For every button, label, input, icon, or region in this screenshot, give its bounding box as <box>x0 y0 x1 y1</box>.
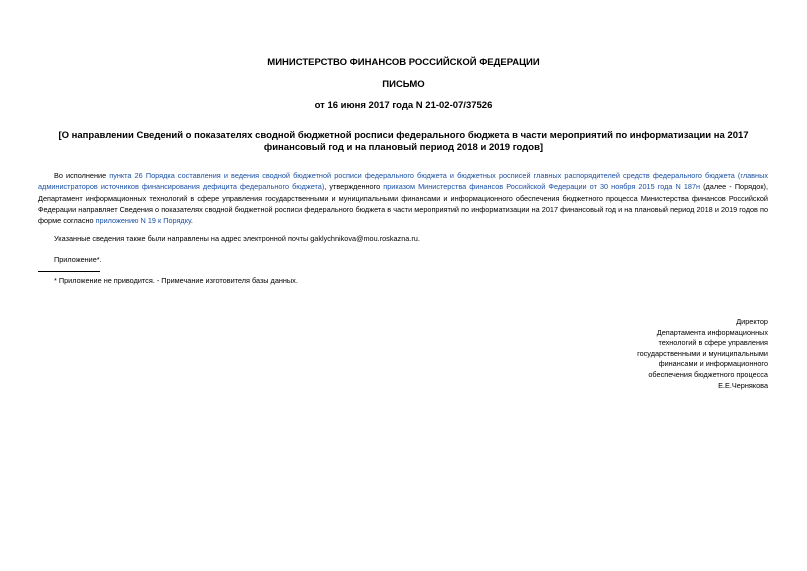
document-subject: [О направлении Сведений о показателях сводной бюджетной росписи федерального бюджета в части мероприятий по информатизации на 2017 финансовый год и на плановый период 2018 и 2019 годов] <box>58 130 749 153</box>
footnote-divider <box>38 271 100 272</box>
link-procedure-item-26[interactable]: пункта 26 Порядка составления и ведения сводной бюджетной росписи федерального бюджета и бюджетных росписей главных распорядителей средств федерального бюджета (главных администраторов источников финансирования дефицита федерального бюджета) <box>38 171 768 192</box>
paragraph-text: Во исполнение <box>54 171 110 180</box>
paragraph-text: , утвержденного <box>324 182 384 192</box>
signature-line: Директор <box>736 317 768 326</box>
signature-line: обеспечения бюджетного процесса <box>648 369 768 379</box>
paragraph-text: (далее - Порядок), Департамент информационных технологий в сфере управления государственными и муниципальными финансами и информационного обеспечения бюджетного процесса Министерства финансов Российской Федерации направляет Сведения о показателях сводной бюджетной росписи федерального бюджета в части мероприятий по информатизации на 2017 финансовый год и на плановый период 2018 и 2019 годов по форме согласно <box>38 182 769 226</box>
signature-block <box>548 317 768 391</box>
paragraph-text: . <box>190 216 193 226</box>
signature-line: финансами и информационного <box>658 359 768 369</box>
document-date-number: от 16 июня 2017 года N 21-02-07/37526 <box>314 100 493 111</box>
signature-line: Департамента информационных <box>656 327 768 337</box>
footnote-text: * Приложение не приводится. - Примечание изготовителя базы данных. <box>54 276 298 285</box>
appendix-note: Приложение*. <box>54 255 102 264</box>
email-paragraph: Указанные сведения также были направлены на адрес электронной почты gaklychnikova@mou.roskazna.ru. <box>54 234 420 243</box>
signature-line: государственными и муниципальными <box>637 348 768 358</box>
signatory-name: Е.Е.Чернякова <box>718 380 768 390</box>
main-paragraph <box>38 170 768 226</box>
document-type: ПИСЬМО <box>382 79 425 90</box>
link-appendix-19[interactable]: приложению N 19 к Порядку <box>95 216 191 226</box>
ministry-title: МИНИСТЕРСТВО ФИНАНСОВ РОССИЙСКОЙ ФЕДЕРАЦИИ <box>267 57 540 68</box>
link-ministry-order[interactable]: приказом Министерства финансов Российской Федерации от 30 ноября 2015 года N 187н <box>383 182 701 192</box>
signature-line: технологий в сфере управления <box>658 338 768 348</box>
